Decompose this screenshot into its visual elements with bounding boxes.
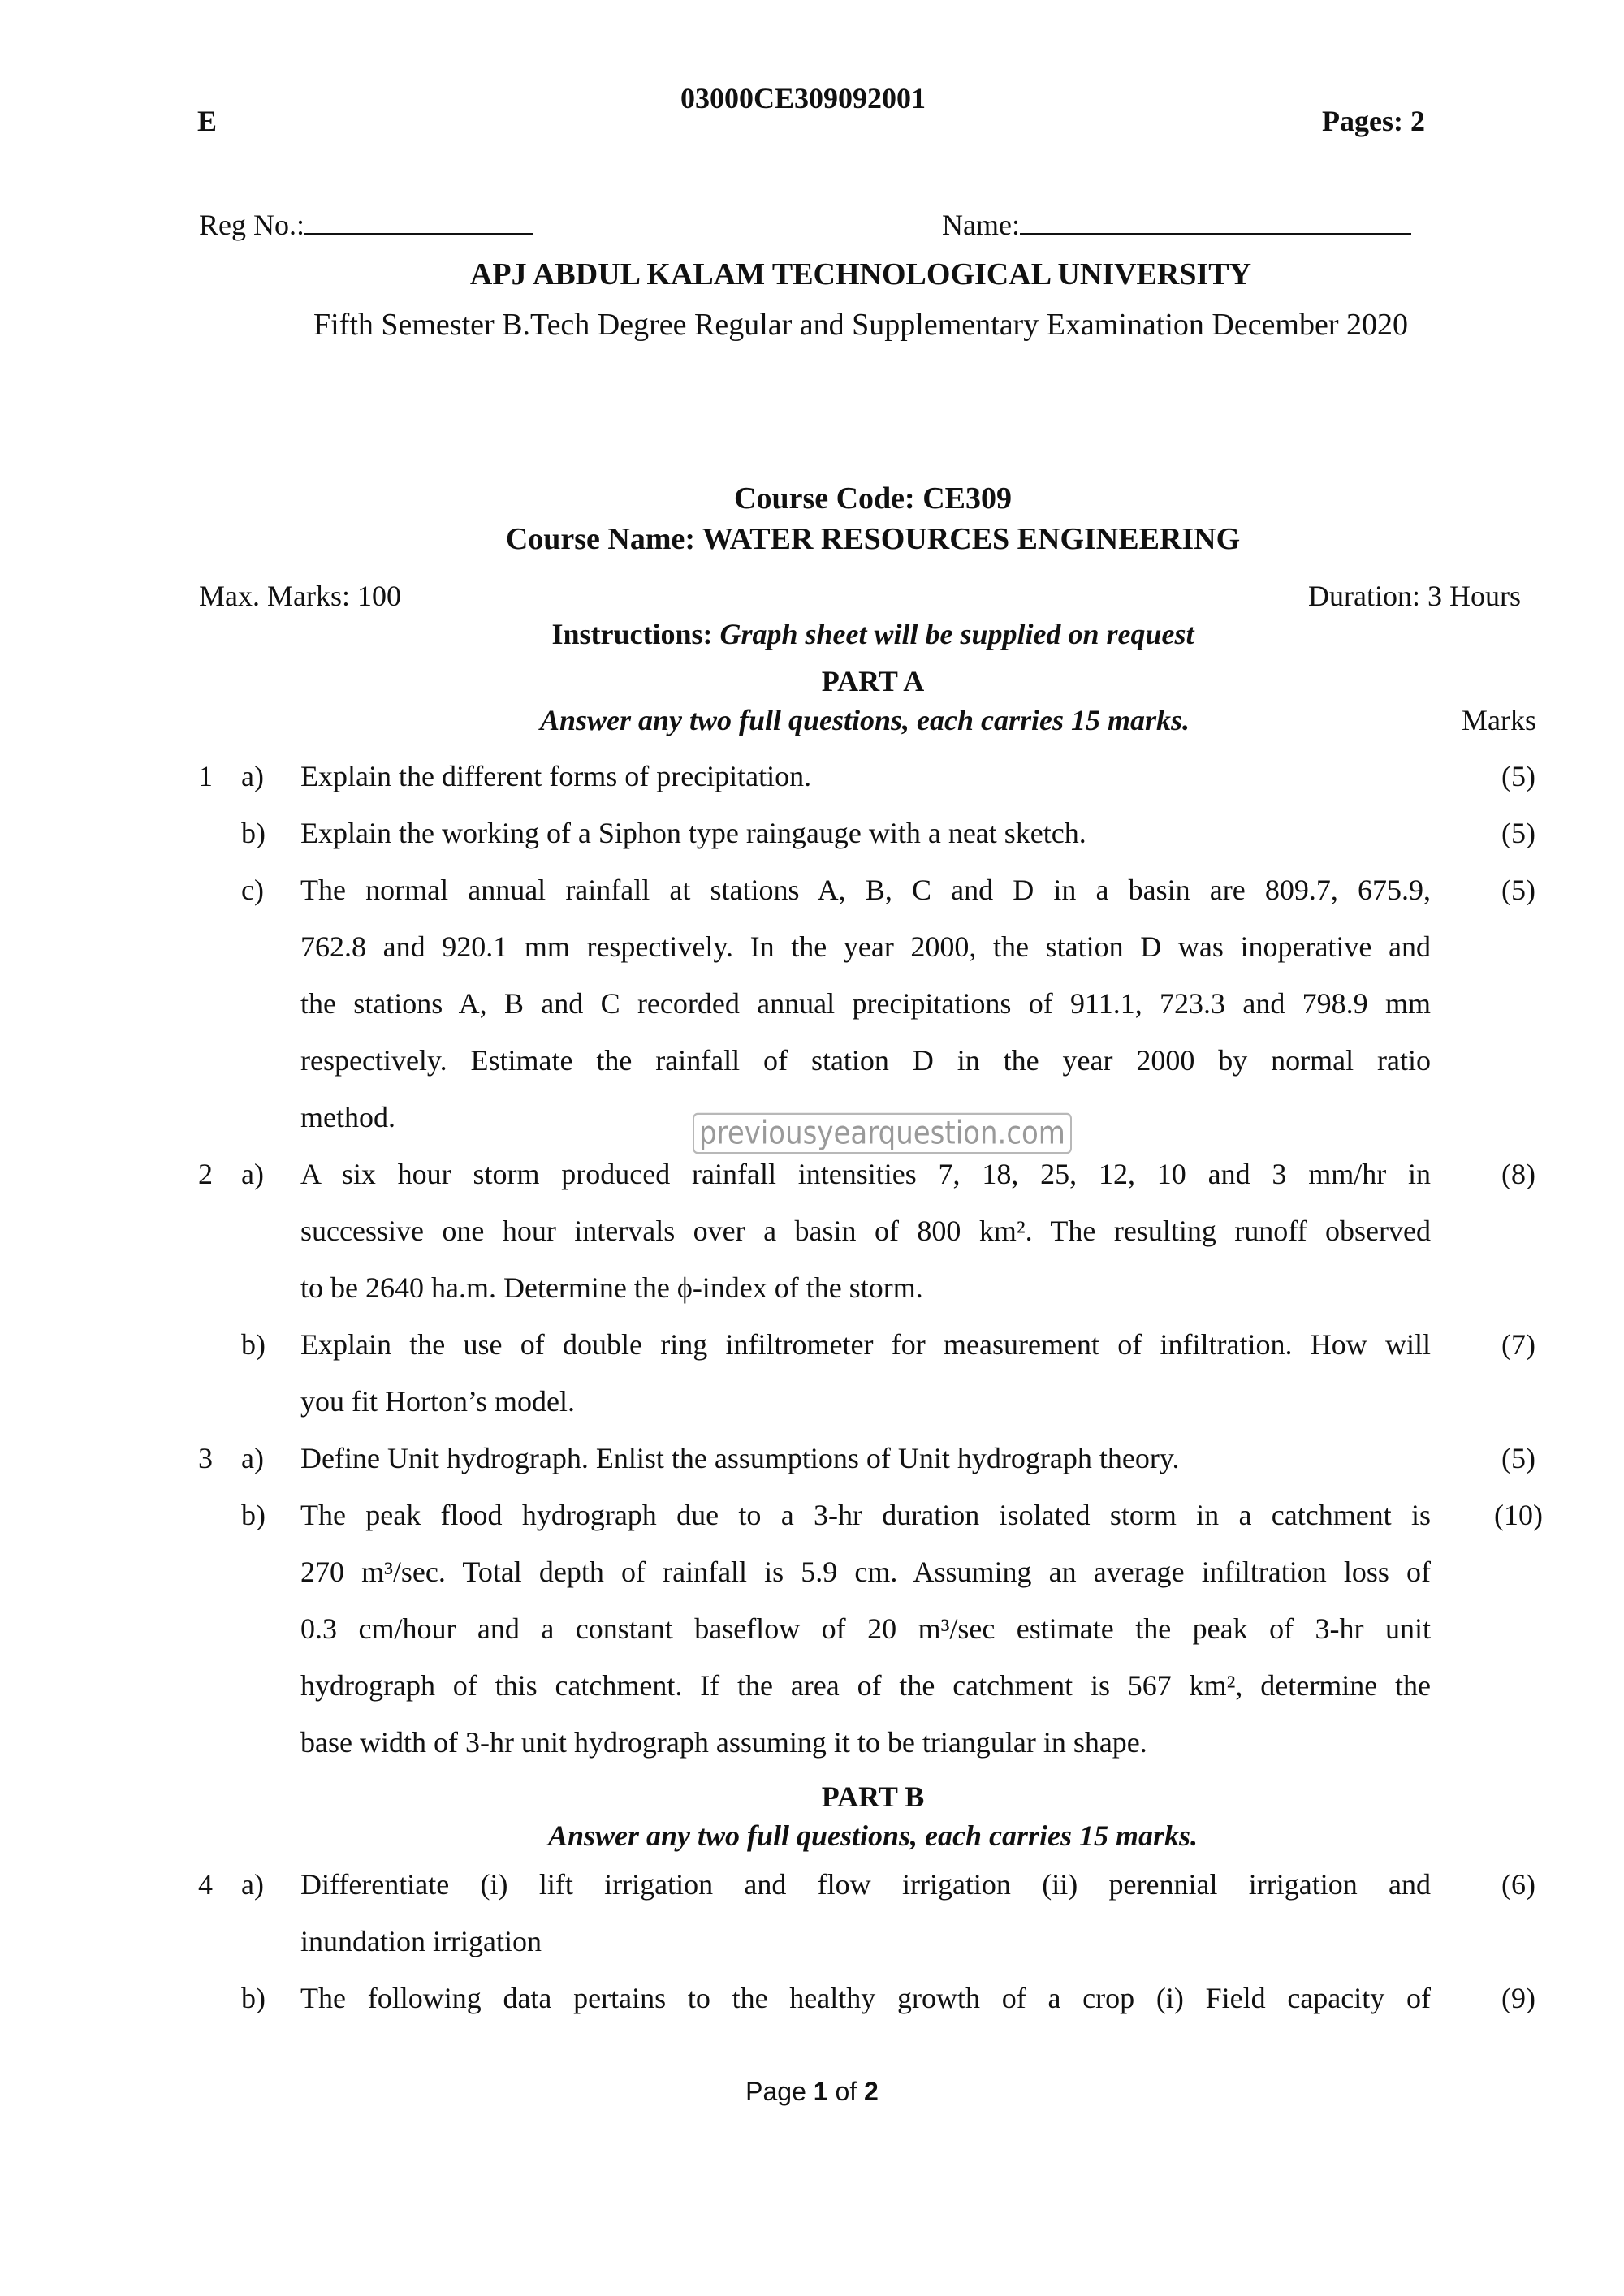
question-line <box>0 1981 1624 2038</box>
question-marks: (5) <box>1501 817 1535 849</box>
name-label: Name: <box>942 209 1020 241</box>
question-line <box>0 1157 1624 1214</box>
paper-code: 03000CE309092001 <box>680 82 926 114</box>
question-line <box>0 816 1624 873</box>
question-text: 0.3 cm/hour and a constant baseflow of 20 m³/sec estimate the peak of 3-hr unit <box>300 1612 1431 1645</box>
duration: Duration: 3 Hours <box>1308 580 1521 612</box>
university-title: APJ ABDUL KALAM TECHNOLOGICAL UNIVERSITY <box>469 257 1252 291</box>
exam-title: Fifth Semester B.Tech Degree Regular and Supplementary Examination December 2020 <box>313 308 1409 342</box>
question-number: 1 <box>198 760 213 792</box>
page-footer <box>0 2077 1624 2107</box>
question-part: a) <box>241 1158 264 1190</box>
question-line <box>0 930 1624 986</box>
question-line <box>0 1555 1624 1612</box>
question-text: Explain the working of a Siphon type raingauge with a neat sketch. <box>300 817 1086 849</box>
question-line <box>0 1612 1624 1668</box>
marks-header: Marks <box>1462 704 1536 736</box>
question-text: successive one hour intervals over a basin of 800 km². The resulting runoff observed <box>300 1215 1431 1247</box>
question-text: method. <box>300 1101 395 1133</box>
part-a-instruction: Answer any two full questions, each carries 15 marks. <box>539 704 1190 736</box>
question-part: a) <box>241 1442 264 1474</box>
question-part: b) <box>241 1982 266 2014</box>
question-marks: (6) <box>1501 1868 1535 1901</box>
question-part: c) <box>241 874 264 906</box>
question-line <box>0 1498 1624 1555</box>
question-line <box>0 1327 1624 1384</box>
question-part: a) <box>241 760 264 792</box>
watermark: previousyearquestion.com <box>693 1113 1072 1154</box>
question-text: 762.8 and 920.1 mm respectively. In the year 2000, the station D was inoperative and <box>300 930 1431 963</box>
reg-no-label: Reg No.: <box>199 209 304 241</box>
max-marks: Max. Marks: 100 <box>199 580 401 612</box>
question-line <box>0 1725 1624 1782</box>
question-line <box>0 1384 1624 1441</box>
question-line <box>0 986 1624 1043</box>
name-field <box>942 208 1411 242</box>
question-text: Explain the use of double ring infiltrometer for measurement of infiltration. How will <box>300 1328 1431 1361</box>
footer-current-page: 1 <box>813 2077 828 2106</box>
instructions-text: Graph sheet will be supplied on request <box>719 618 1194 650</box>
instructions <box>0 617 1624 651</box>
question-text: the stations A, B and C recorded annual precipitations of 911.1, 723.3 and 798.9 mm <box>300 987 1431 1020</box>
reg-no-field <box>199 208 533 242</box>
question-line <box>0 1441 1624 1498</box>
question-marks: (5) <box>1501 760 1535 792</box>
question-line <box>0 1867 1624 1924</box>
question-marks: (5) <box>1501 1442 1535 1474</box>
question-part: a) <box>241 1868 264 1901</box>
question-number: 3 <box>198 1442 213 1474</box>
question-number: 2 <box>198 1158 213 1190</box>
question-text: Explain the different forms of precipitation. <box>300 760 812 792</box>
question-line <box>0 1043 1624 1100</box>
question-text: hydrograph of this catchment. If the area of the catchment is 567 km², determine the <box>300 1669 1431 1702</box>
question-marks: (5) <box>1501 874 1535 906</box>
question-text: The peak flood hydrograph due to a 3-hr duration isolated storm in a catchment is <box>300 1499 1431 1531</box>
footer-prefix: Page <box>745 2077 814 2106</box>
question-number: 4 <box>198 1868 213 1901</box>
instructions-label: Instructions: <box>551 618 713 650</box>
course-code: Course Code: CE309 <box>734 481 1012 516</box>
question-line <box>0 1668 1624 1725</box>
question-text: The normal annual rainfall at stations A, B, C and D in a basin are 809.7, 675.9, <box>300 874 1431 906</box>
part-a-title: PART A <box>821 665 925 697</box>
question-marks: (10) <box>1494 1499 1543 1531</box>
question-line <box>0 873 1624 930</box>
question-part: b) <box>241 1499 266 1531</box>
name-blank <box>1020 209 1411 235</box>
question-part: b) <box>241 1328 266 1361</box>
question-text: Differentiate (i) lift irrigation and flow irrigation (ii) perennial irrigation and <box>300 1868 1431 1901</box>
question-text: base width of 3-hr unit hydrograph assuming it to be triangular in shape. <box>300 1726 1147 1759</box>
set-code: E <box>197 105 218 137</box>
part-b-instruction: Answer any two full questions, each carries 15 marks. <box>547 1819 1199 1852</box>
question-line <box>0 1271 1624 1327</box>
question-text: The following data pertains to the healthy growth of a crop (i) Field capacity of <box>300 1982 1431 2014</box>
footer-total-pages: 2 <box>864 2077 879 2106</box>
course-name: Course Name: WATER RESOURCES ENGINEERING <box>505 522 1241 556</box>
question-marks: (9) <box>1501 1982 1535 2014</box>
question-line <box>0 1924 1624 1981</box>
question-text: you fit Horton’s model. <box>300 1385 575 1418</box>
pages-count: Pages: 2 <box>1322 105 1425 137</box>
question-line <box>0 1214 1624 1271</box>
question-marks: (7) <box>1501 1328 1535 1361</box>
question-text: A six hour storm produced rainfall intensities 7, 18, 25, 12, 10 and 3 mm/hr in <box>300 1158 1431 1190</box>
question-part: b) <box>241 817 266 849</box>
question-text: to be 2640 ha.m. Determine the ϕ-index of the storm. <box>300 1271 923 1304</box>
part-b-title: PART B <box>821 1780 925 1813</box>
question-text: inundation irrigation <box>300 1925 542 1957</box>
question-marks: (8) <box>1501 1158 1535 1190</box>
question-line <box>0 759 1624 816</box>
question-text: respectively. Estimate the rainfall of station D in the year 2000 by normal ratio <box>300 1044 1431 1077</box>
question-text: 270 m³/sec. Total depth of rainfall is 5.9 cm. Assuming an average infiltration loss of <box>300 1556 1431 1588</box>
question-text: Define Unit hydrograph. Enlist the assumptions of Unit hydrograph theory. <box>300 1442 1180 1474</box>
footer-of: of <box>827 2077 865 2106</box>
reg-no-blank <box>304 209 533 235</box>
